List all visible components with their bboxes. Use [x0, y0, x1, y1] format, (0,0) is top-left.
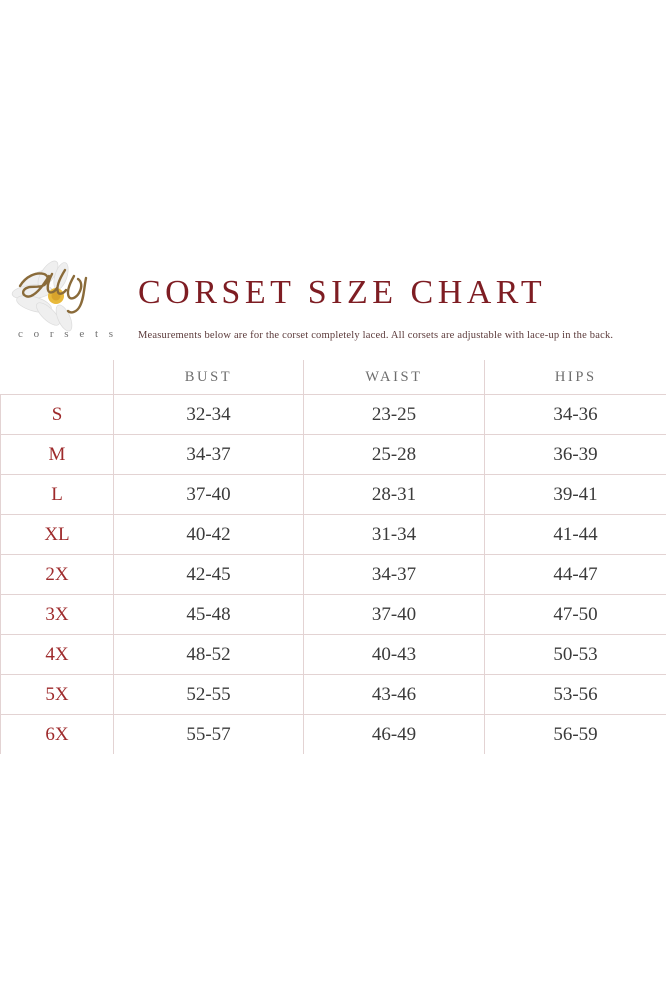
- table-header-row: [1, 360, 666, 395]
- waist-value: 43-46: [304, 675, 485, 715]
- hips-value: 36-39: [485, 435, 666, 475]
- size-chart-content: [0, 252, 666, 754]
- size-label: 4X: [1, 635, 114, 675]
- bust-value: 45-48: [114, 595, 304, 635]
- size-label: 5X: [1, 675, 114, 715]
- bust-value: 42-45: [114, 555, 304, 595]
- bust-value: 34-37: [114, 435, 304, 475]
- column-header-size: [1, 360, 114, 395]
- table-row: [1, 435, 666, 475]
- size-table: [0, 360, 666, 754]
- table-row: [1, 635, 666, 675]
- column-header-waist: WAIST: [304, 360, 485, 395]
- waist-value: 37-40: [304, 595, 485, 635]
- waist-value: 34-37: [304, 555, 485, 595]
- size-label: 6X: [1, 715, 114, 755]
- size-label: 3X: [1, 595, 114, 635]
- table-row: [1, 675, 666, 715]
- hips-value: 50-53: [485, 635, 666, 675]
- waist-value: 40-43: [304, 635, 485, 675]
- bust-value: 37-40: [114, 475, 304, 515]
- page-title: CORSET SIZE CHART: [138, 274, 547, 311]
- waist-value: 46-49: [304, 715, 485, 755]
- page-subtitle: Measurements below are for the corset completely laced. All corsets are adjustable with lace-up in the back.: [138, 330, 614, 341]
- column-header-bust: BUST: [114, 360, 304, 395]
- waist-value: 28-31: [304, 475, 485, 515]
- waist-value: 25-28: [304, 435, 485, 475]
- hips-value: 56-59: [485, 715, 666, 755]
- table-row: [1, 515, 666, 555]
- size-label: XL: [1, 515, 114, 555]
- size-label: S: [1, 395, 114, 435]
- hips-value: 34-36: [485, 395, 666, 435]
- table-row: [1, 395, 666, 435]
- hips-value: 39-41: [485, 475, 666, 515]
- bust-value: 55-57: [114, 715, 304, 755]
- waist-value: 31-34: [304, 515, 485, 555]
- bust-value: 32-34: [114, 395, 304, 435]
- column-header-hips: HIPS: [485, 360, 666, 395]
- size-label: 2X: [1, 555, 114, 595]
- table-row: [1, 555, 666, 595]
- table-row: [1, 715, 666, 755]
- bust-value: 48-52: [114, 635, 304, 675]
- table-row: [1, 595, 666, 635]
- hips-value: 53-56: [485, 675, 666, 715]
- chart-header: [0, 252, 666, 360]
- size-label: L: [1, 475, 114, 515]
- waist-value: 23-25: [304, 395, 485, 435]
- hips-value: 47-50: [485, 595, 666, 635]
- bust-value: 40-42: [114, 515, 304, 555]
- brand-wordmark: c o r s e t s: [18, 328, 118, 340]
- table-row: [1, 475, 666, 515]
- hips-value: 44-47: [485, 555, 666, 595]
- hips-value: 41-44: [485, 515, 666, 555]
- size-label: M: [1, 435, 114, 475]
- bust-value: 52-55: [114, 675, 304, 715]
